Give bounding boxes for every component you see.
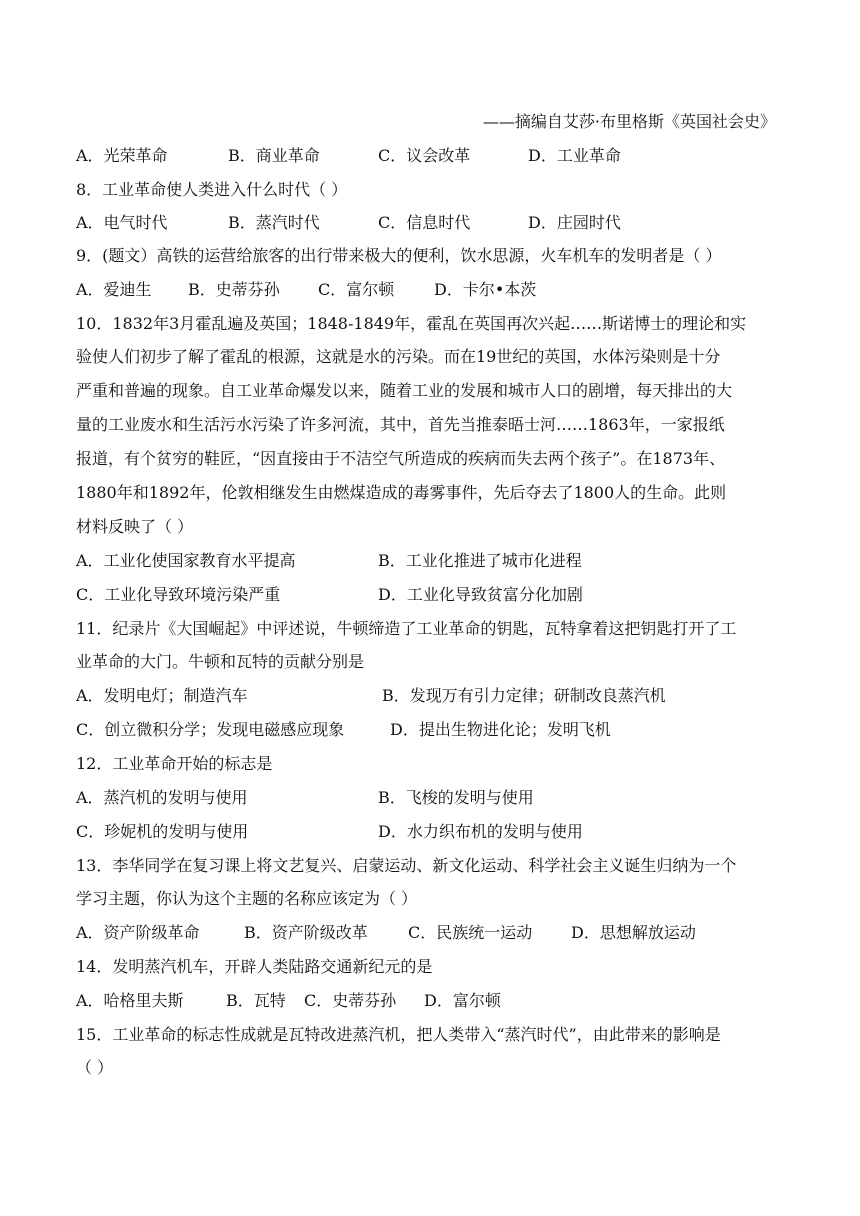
q10-line-4: 量的工业废水和生活污水污染了许多河流，其中，首先当推泰晤士河……1863年，一家报纸 (76, 415, 725, 434)
q14-option-d: D．富尔顿 (424, 991, 501, 1010)
q11-line-2: 业革命的大门。牛顿和瓦特的贡献分别是 (76, 652, 365, 671)
q10-option-c: C．工业化导致环境污染严重 (76, 585, 281, 604)
q10-line-1: 10．1832年3月霍乱遍及英国；1848-1849年，霍乱在英国再次兴起……斯诺博士的理论和实 (76, 314, 747, 333)
q13-option-a: A．资产阶级革命 (76, 923, 200, 942)
q10-line-5: 报道，有个贫穷的鞋匠，“因直接由于不洁空气所造成的疾病而失去两个孩子”。在1873年、 (76, 449, 726, 468)
q12-option-d: D．水力织布机的发明与使用 (378, 822, 583, 841)
q11-line-1: 11．纪录片《大国崛起》中评述说，牛顿缔造了工业革命的钥匙，瓦特拿着这把钥匙打开了工 (76, 619, 737, 638)
q11-option-a: A．发明电灯；制造汽车 (76, 686, 248, 705)
q10-option-d: D．工业化导致贫富分化加剧 (378, 585, 583, 604)
q14-stem: 14．发明蒸汽机车，开辟人类陆路交通新纪元的是 (76, 957, 433, 976)
q8-option-b: B．蒸汽时代 (228, 213, 320, 232)
q10-option-a: A．工业化使国家教育水平提高 (76, 551, 296, 570)
q10-line-7: 材料反映了（ ） (76, 517, 194, 536)
q12-stem: 12．工业革命开始的标志是 (76, 754, 273, 773)
q8-option-a: A．电气时代 (76, 213, 168, 232)
q12-option-b: B．飞梭的发明与使用 (378, 788, 534, 807)
q9-option-d: D．卡尔•本茨 (434, 280, 537, 299)
q14-option-b: B．瓦特 (226, 991, 286, 1010)
q9-option-c: C．富尔顿 (318, 280, 395, 299)
q9-option-a: A．爱迪生 (76, 280, 152, 299)
q11-option-c: C．创立微积分学；发现电磁感应现象 (76, 720, 345, 739)
q7-option-b: B．商业革命 (228, 146, 320, 165)
q8-option-c: C．信息时代 (378, 213, 471, 232)
q15-line-2: （ ） (76, 1058, 114, 1077)
q12-option-a: A．蒸汽机的发明与使用 (76, 788, 248, 807)
q11-option-d: D．提出生物进化论；发明飞机 (390, 720, 611, 739)
q8-option-d: D．庄园时代 (528, 213, 621, 232)
q14-option-c: C．史蒂芬孙 (304, 991, 397, 1010)
q8-stem: 8．工业革命使人类进入什么时代（ ） (76, 180, 348, 199)
q10-line-3: 严重和普遍的现象。自工业革命爆发以来，随着工业的发展和城市人口的剧增，每天排出的大 (76, 381, 733, 400)
source-citation: ——摘编自艾莎·布里格斯《英国社会史》 (482, 112, 776, 131)
q13-option-c: C．民族统一运动 (408, 923, 533, 942)
q11-option-b: B．发现万有引力定律；研制改良蒸汽机 (382, 686, 666, 705)
q13-option-b: B．资产阶级改革 (244, 923, 368, 942)
q10-line-2: 验使人们初步了解了霍乱的根源，这就是水的污染。而在19世纪的英国，水体污染则是十分 (76, 347, 721, 366)
q14-option-a: A．哈格里夫斯 (76, 991, 184, 1010)
q7-option-d: D．工业革命 (528, 146, 621, 165)
q10-option-b: B．工业化推进了城市化进程 (378, 551, 582, 570)
q7-option-c: C．议会改革 (378, 146, 471, 165)
q9-option-b: B．史蒂芬孙 (188, 280, 280, 299)
q13-option-d: D．思想解放运动 (571, 923, 696, 942)
q12-option-c: C．珍妮机的发明与使用 (76, 822, 249, 841)
q7-option-a: A．光荣革命 (76, 146, 168, 165)
q9-stem: 9．(题文）高铁的运营给旅客的出行带来极大的便利，饮水思源，火车机车的发明者是（ ） (76, 246, 722, 265)
q15-line-1: 15．工业革命的标志性成就是瓦特改进蒸汽机，把人类带入“蒸汽时代”，由此带来的影响是 (76, 1025, 721, 1044)
q10-line-6: 1880年和1892年，伦敦相继发生由燃煤造成的毒雾事件，先后夺去了1800人的生命。此则 (76, 483, 727, 502)
q13-line-2: 学习主题，你认为这个主题的名称应该定为（ ） (76, 889, 418, 908)
q13-line-1: 13．李华同学在复习课上将文艺复兴、启蒙运动、新文化运动、科学社会主义诞生归纳为一个 (76, 856, 737, 875)
